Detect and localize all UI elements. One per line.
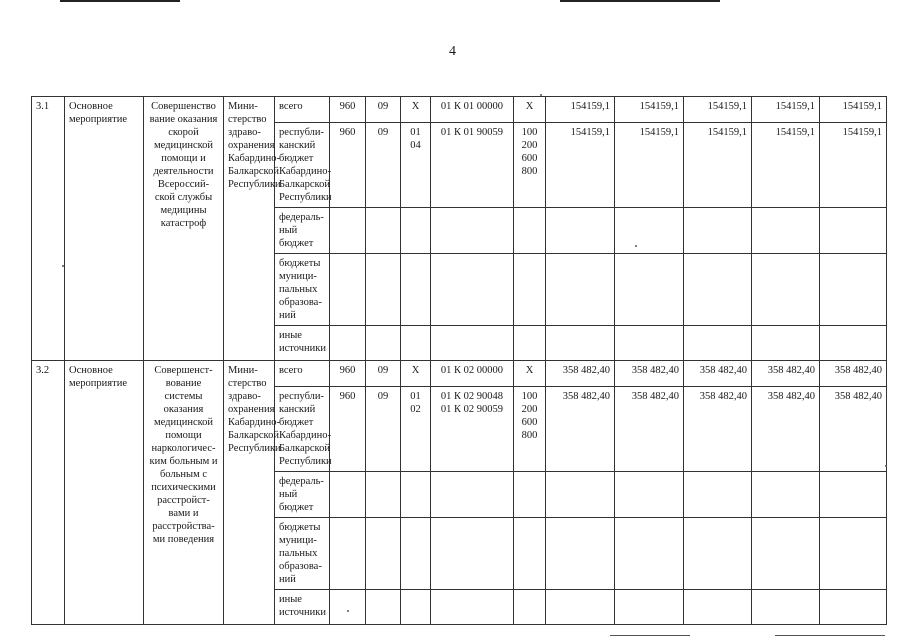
amount-year-4: 154159,1 [752, 123, 820, 208]
executor: Мини-стерство здраво-охранения Кабардино-Балкарской Республики [224, 361, 275, 625]
section-type: Основное мероприятие [65, 97, 144, 361]
event-name: Совершенство вание оказания скорой медицинской помощи и деятельности Всероссий-ской службы медицины катастроф [144, 97, 224, 361]
amount-year-3: 154159,1 [684, 97, 752, 123]
grbs-code: 960 [330, 97, 366, 123]
grbs-code: 960 [330, 123, 366, 208]
grbs-code: 960 [330, 361, 366, 387]
pr-code: X [401, 97, 431, 123]
pr-code: 01 04 [401, 123, 431, 208]
amount-year-5: 358 482,40 [820, 387, 887, 472]
page-number: 4 [449, 44, 456, 59]
scan-speck [885, 465, 887, 467]
funding-source: федераль-ный бюджет [275, 208, 330, 254]
amount-year-2: 154159,1 [615, 123, 684, 208]
funding-source: иные источники [275, 590, 330, 625]
bottom-edge-line [775, 635, 885, 636]
vr-code: X [514, 361, 546, 387]
amount-year-5: 358 482,40 [820, 361, 887, 387]
vr-code: 100 200 600 800 [514, 387, 546, 472]
amount-year-1: 154159,1 [546, 97, 615, 123]
scan-speck [62, 265, 64, 267]
scan-speck [347, 610, 349, 612]
table-row [32, 361, 887, 387]
grbs-code: 960 [330, 387, 366, 472]
event-name: Совершенст-вование системы оказания медицинской помощи наркологичес-ким больным и больным с психическими расстройст-вами и расстройства-ми поведения [144, 361, 224, 625]
amount-year-2: 358 482,40 [615, 387, 684, 472]
amount-year-3: 154159,1 [684, 123, 752, 208]
amount-year-2: 154159,1 [615, 97, 684, 123]
amount-year-4: 358 482,40 [752, 387, 820, 472]
pr-code: 01 02 [401, 387, 431, 472]
rzpr-code: 09 [366, 361, 401, 387]
amount-year-1: 358 482,40 [546, 361, 615, 387]
amount-year-1: 154159,1 [546, 123, 615, 208]
amount-year-3: 358 482,40 [684, 387, 752, 472]
bottom-edge-line [610, 635, 690, 636]
funding-source: республи-канский бюджет Кабардино-Балкарской Республики [275, 123, 330, 208]
vr-code: 100 200 600 800 [514, 123, 546, 208]
table-row [32, 97, 887, 123]
amount-year-4: 358 482,40 [752, 361, 820, 387]
csr-code: 01 К 01 00000 [431, 97, 514, 123]
scan-speck [635, 245, 637, 247]
funding-source: республи-канский бюджет Кабардино-Балкарской Республики [275, 387, 330, 472]
top-edge-line [560, 0, 720, 2]
rzpr-code: 09 [366, 123, 401, 208]
amount-year-5: 154159,1 [820, 123, 887, 208]
csr-code: 01 К 02 90048 01 К 02 90059 [431, 387, 514, 472]
funding-source: всего [275, 97, 330, 123]
funding-source: бюджеты муници-пальных образова-ний [275, 254, 330, 326]
vr-code: X [514, 97, 546, 123]
amount-year-2: 358 482,40 [615, 361, 684, 387]
rzpr-code: 09 [366, 97, 401, 123]
section-number: 3.1 [32, 97, 65, 361]
pr-code: X [401, 361, 431, 387]
scan-speck [540, 94, 542, 96]
csr-code: 01 К 02 00000 [431, 361, 514, 387]
funding-source: федераль-ный бюджет [275, 472, 330, 518]
amount-year-5: 154159,1 [820, 97, 887, 123]
amount-year-1: 358 482,40 [546, 387, 615, 472]
amount-year-3: 358 482,40 [684, 361, 752, 387]
funding-source: бюджеты муници-пальных образова-ний [275, 518, 330, 590]
rzpr-code: 09 [366, 387, 401, 472]
top-edge-line [60, 0, 180, 2]
funding-source: иные источники [275, 326, 330, 361]
csr-code: 01 К 01 90059 [431, 123, 514, 208]
funding-source: всего [275, 361, 330, 387]
section-type: Основное мероприятие [65, 361, 144, 625]
executor: Мини-стерство здраво-охранения Кабардино-Балкарской Республики [224, 97, 275, 361]
amount-year-4: 154159,1 [752, 97, 820, 123]
budget-table [31, 96, 887, 625]
section-number: 3.2 [32, 361, 65, 625]
